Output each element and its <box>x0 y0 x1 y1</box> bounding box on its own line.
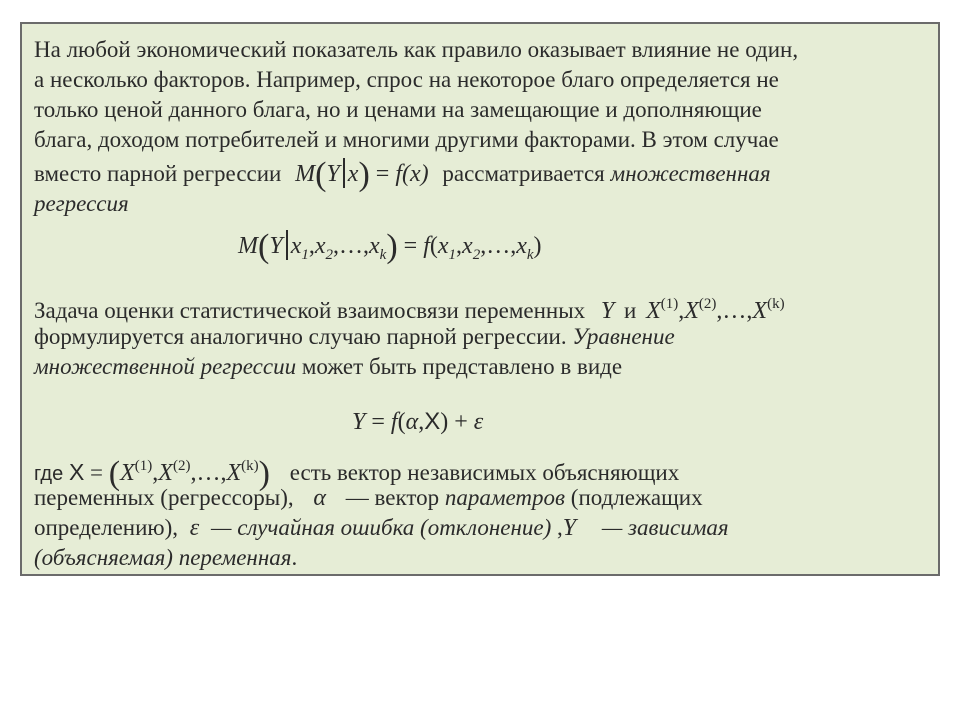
text: и <box>624 298 637 323</box>
symbol: = <box>375 161 390 187</box>
text: случайная ошибка (отклонение) <box>237 515 552 540</box>
paragraph-line <box>34 514 729 542</box>
text: — <box>345 485 369 510</box>
text: формулируется аналогично случаю парной регрессии. <box>34 324 567 349</box>
symbol: α <box>405 409 419 435</box>
symbol: f <box>395 161 402 187</box>
subscript: 2 <box>472 247 481 263</box>
text: где <box>34 463 64 485</box>
symbol: X <box>158 460 173 486</box>
text: рассматривается <box>442 161 605 186</box>
text: переменных (регрессоры), <box>34 485 294 510</box>
symbol: … <box>486 233 511 259</box>
text: есть вектор независимых объясняющих <box>289 460 680 485</box>
symbol: f <box>423 233 430 259</box>
subscript: k <box>379 247 387 263</box>
paren: ( <box>108 455 121 492</box>
symbol: X <box>684 298 699 324</box>
superscript: (1) <box>134 458 153 474</box>
symbol: x <box>516 233 527 259</box>
superscript: (1) <box>660 296 679 312</box>
superscript: (2) <box>172 458 191 474</box>
text: зависимая <box>628 515 729 540</box>
subscript: 1 <box>301 247 309 263</box>
symbol: x <box>437 233 449 259</box>
paragraph-line <box>34 323 675 351</box>
subscript: 1 <box>448 247 457 263</box>
paragraph-line: На любой экономический показатель как правило оказывает влияние не один, <box>34 37 799 62</box>
symbol: x <box>369 233 380 259</box>
text: вектор <box>374 485 440 510</box>
symbol: f <box>390 409 398 435</box>
paren: ( <box>258 228 270 265</box>
text: параметров <box>444 485 566 510</box>
text: определению), <box>34 515 179 540</box>
symbol: X <box>646 298 661 324</box>
symbol: = <box>90 460 104 485</box>
superscript: (k) <box>241 458 259 474</box>
symbol: X <box>120 460 135 486</box>
symbol: X <box>226 460 242 486</box>
bar <box>286 230 288 260</box>
paren: ) <box>358 156 370 193</box>
symbol: α <box>313 485 327 511</box>
symbol: x <box>314 233 326 259</box>
superscript: (2) <box>698 296 717 312</box>
formula-vector: $(X^{(1)},X^{(2)},\dots,X^{(k)})$ <box>108 455 270 492</box>
text: может быть представлено в виде <box>301 354 623 379</box>
text: множественной регрессии <box>34 354 297 379</box>
text: Уравнение <box>572 324 675 349</box>
symbol: X <box>68 459 85 485</box>
text: Задача оценки статистической взаимосвязи переменных <box>34 298 586 323</box>
symbol: ε <box>189 515 200 541</box>
symbol: M <box>238 233 258 259</box>
symbol: Y <box>326 161 340 187</box>
text: , <box>556 515 563 540</box>
paragraph-line: только ценой данного блага, но и ценами на замещающие и дополняющие <box>34 97 762 122</box>
formula-pair-regression <box>295 156 429 193</box>
symbol: x <box>347 161 359 187</box>
symbol: x <box>462 233 473 259</box>
paragraph-line <box>34 544 297 572</box>
subscript: k <box>526 247 534 263</box>
symbol: + <box>454 409 468 435</box>
symbol: = <box>371 409 385 435</box>
paragraph-line <box>34 353 622 381</box>
symbol: x <box>290 233 302 259</box>
symbol: Y <box>352 409 366 435</box>
symbol: X <box>424 408 441 435</box>
text: . <box>291 545 298 570</box>
text: (объясняемая) переменная <box>34 545 292 570</box>
paren: ( <box>315 156 327 193</box>
paragraph-line: регрессия <box>34 191 129 216</box>
subscript: 2 <box>325 247 333 263</box>
formula-model: Y = f(α,X) + ε <box>352 408 484 435</box>
text: — <box>601 515 623 540</box>
paragraph-line: а несколько факторов. Например, спрос на некоторое благо определяется не <box>34 67 779 92</box>
paragraph-line: блага, доходом потребителей и многими другими факторами. В этом случае <box>34 127 779 152</box>
symbol: Y <box>269 233 283 259</box>
bar <box>343 158 345 188</box>
symbol: … <box>339 233 363 259</box>
symbol: M <box>295 161 316 187</box>
symbol: Y <box>562 515 577 541</box>
paragraph-line <box>34 156 771 193</box>
formula-multiple-regression: M(Y $x_1,x_2,\dots,x_k$) = $f(x_1,x_2,\dots,x_k)$ <box>238 228 542 265</box>
text: (подлежащих <box>570 485 703 510</box>
symbol: X <box>752 298 768 324</box>
paragraph-line <box>34 290 785 325</box>
paren: ) <box>386 228 398 265</box>
paren: ) <box>258 455 270 492</box>
paragraph-line <box>34 452 680 492</box>
symbol: Y <box>600 298 615 324</box>
text-frame <box>20 22 940 576</box>
formula-regressors: $X^{(1)},X^{(2)},\dots,X^{(k)}$ <box>646 296 785 324</box>
paragraph-line <box>34 484 703 512</box>
text: множественная <box>610 161 771 186</box>
superscript: (k) <box>767 296 785 312</box>
text: вместо парной регрессии <box>34 161 282 186</box>
text: — <box>211 515 232 540</box>
symbol: ε <box>473 409 484 435</box>
symbol: = <box>403 233 418 259</box>
symbol: (x) <box>402 161 429 187</box>
